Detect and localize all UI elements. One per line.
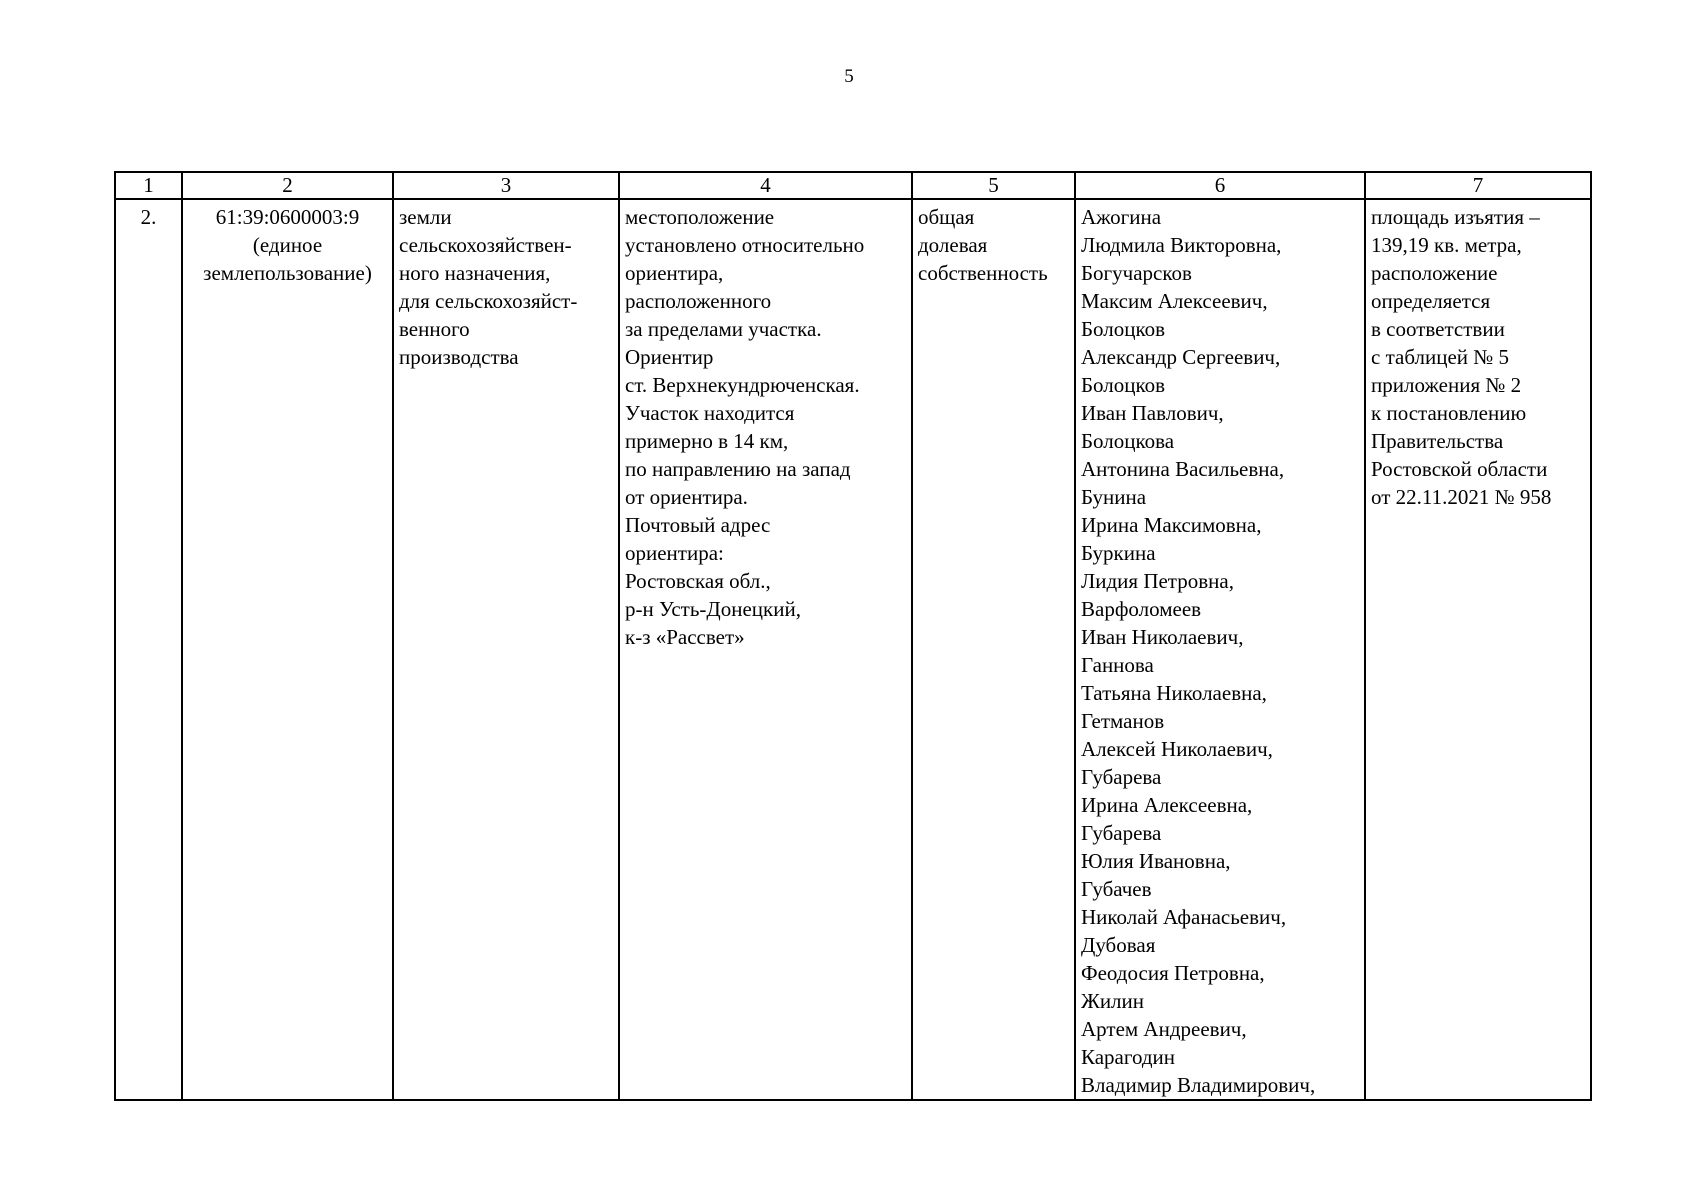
cell-line: в соответствии <box>1371 317 1505 341</box>
cell-line: Дубовая <box>1081 933 1156 957</box>
cell-line: ного назначения, <box>399 261 551 285</box>
cell-line: Губарева <box>1081 821 1162 845</box>
cell-line: от ориентира. <box>625 485 748 509</box>
cell-line: Владимир Владимирович, <box>1081 1073 1316 1097</box>
cell-line: сельскохозяйствен- <box>399 233 572 257</box>
cell-line: площадь изъятия – <box>1371 205 1540 229</box>
table-row <box>115 199 1591 1100</box>
cell-line: расположение <box>1371 261 1498 285</box>
cell-line: местоположение <box>625 205 775 229</box>
location-cell <box>619 199 912 1100</box>
cell-line: к постановлению <box>1371 401 1527 425</box>
cell-line: Болоцков <box>1081 317 1166 341</box>
cell-line: Варфоломеев <box>1081 597 1202 621</box>
cell-line: с таблицей № 5 <box>1371 345 1510 369</box>
cell-line: р-н Усть-Донецкий, <box>625 597 801 621</box>
header-cell-7: 7 <box>1365 172 1591 199</box>
cell-line: Карагодин <box>1081 1045 1176 1069</box>
cell-line: собственность <box>918 261 1048 285</box>
page-number: 5 <box>844 66 854 87</box>
cell-line: Алексей Николаевич, <box>1081 737 1273 761</box>
cell-line: ориентира: <box>625 541 724 565</box>
cell-line: Максим Алексеевич, <box>1081 289 1268 313</box>
cell-line: ст. Верхнекундрюченская. <box>625 373 860 397</box>
cell-line: (единое <box>252 233 323 257</box>
header-cell-1: 1 <box>115 172 182 199</box>
cell-line: Ростовской области <box>1371 457 1548 481</box>
cell-line: Гетманов <box>1081 709 1165 733</box>
owners-cell <box>1075 199 1365 1100</box>
cell-line: земли <box>399 205 452 229</box>
cell-line: Иван Николаевич, <box>1081 625 1244 649</box>
cell-line: Болоцкова <box>1081 429 1175 453</box>
cell-line: ориентира, <box>625 261 724 285</box>
cell-line: Феодосия Петровна, <box>1081 961 1265 985</box>
cell-line: Богучарсков <box>1081 261 1192 285</box>
header-cell-5: 5 <box>912 172 1075 199</box>
cell-line: Ажогина <box>1081 205 1162 229</box>
cell-line: землепользование) <box>203 261 372 285</box>
cell-line: венного <box>399 317 470 341</box>
cell-line: Правительства <box>1371 429 1504 453</box>
cell-line: Артем Андреевич, <box>1081 1017 1247 1041</box>
cell-line: Болоцков <box>1081 373 1166 397</box>
cell-line: от 22.11.2021 № 958 <box>1371 485 1552 509</box>
cell-line: расположенного <box>625 289 772 313</box>
cell-line: производства <box>399 345 519 369</box>
cell-line: Губарева <box>1081 765 1162 789</box>
table-header <box>115 172 1591 199</box>
land-category-cell <box>393 199 619 1100</box>
cell-line: по направлению на запад <box>625 457 851 481</box>
cell-line: к-з «Рассвет» <box>625 625 745 649</box>
header-row <box>115 172 1591 199</box>
cell-line: Людмила Викторовна, <box>1081 233 1282 257</box>
cell-line: 61:39:0600003:9 <box>215 205 360 229</box>
header-cell-3: 3 <box>393 172 619 199</box>
cell-line: Ганнова <box>1081 653 1154 677</box>
cell-line: за пределами участка. <box>625 317 822 341</box>
cell-line: Николай Афанасьевич, <box>1081 905 1287 929</box>
cell-line: Почтовый адрес <box>625 513 771 537</box>
cell-line: Ростовская обл., <box>625 569 771 593</box>
cell-line: 2. <box>140 205 157 229</box>
cell-line: Иван Павлович, <box>1081 401 1224 425</box>
cell-line: установлено относительно <box>625 233 865 257</box>
ownership-type-cell <box>912 199 1075 1100</box>
cell-line: для сельскохозяйст- <box>399 289 578 313</box>
cadastral-number-cell <box>182 199 393 1100</box>
cell-line: долевая <box>918 233 988 257</box>
cell-line: Лидия Петровна, <box>1081 569 1234 593</box>
cell-line: Жилин <box>1081 989 1145 1013</box>
cell-line: примерно в 14 км, <box>625 429 789 453</box>
cell-line: Ориентир <box>625 345 714 369</box>
cell-line: приложения № 2 <box>1371 373 1522 397</box>
cell-line: Юлия Ивановна, <box>1081 849 1231 873</box>
cell-line: общая <box>918 205 975 229</box>
cell-line: Бунина <box>1081 485 1147 509</box>
cell-line: Антонина Васильевна, <box>1081 457 1285 481</box>
header-cell-2: 2 <box>182 172 393 199</box>
withdrawal-area-cell <box>1365 199 1591 1100</box>
cell-line: Участок находится <box>625 401 795 425</box>
row-number-cell <box>115 199 182 1100</box>
cell-line: определяется <box>1371 289 1491 313</box>
cell-line: Александр Сергеевич, <box>1081 345 1281 369</box>
cell-line: Ирина Алексеевна, <box>1081 793 1253 817</box>
cell-line: Ирина Максимовна, <box>1081 513 1262 537</box>
header-cell-4: 4 <box>619 172 912 199</box>
land-plot-table <box>114 171 1592 1101</box>
cell-line: Татьяна Николаевна, <box>1081 681 1267 705</box>
cell-line: Губачев <box>1081 877 1152 901</box>
cell-line: 139,19 кв. метра, <box>1371 233 1522 257</box>
header-cell-6: 6 <box>1075 172 1365 199</box>
cell-line: Буркина <box>1081 541 1156 565</box>
